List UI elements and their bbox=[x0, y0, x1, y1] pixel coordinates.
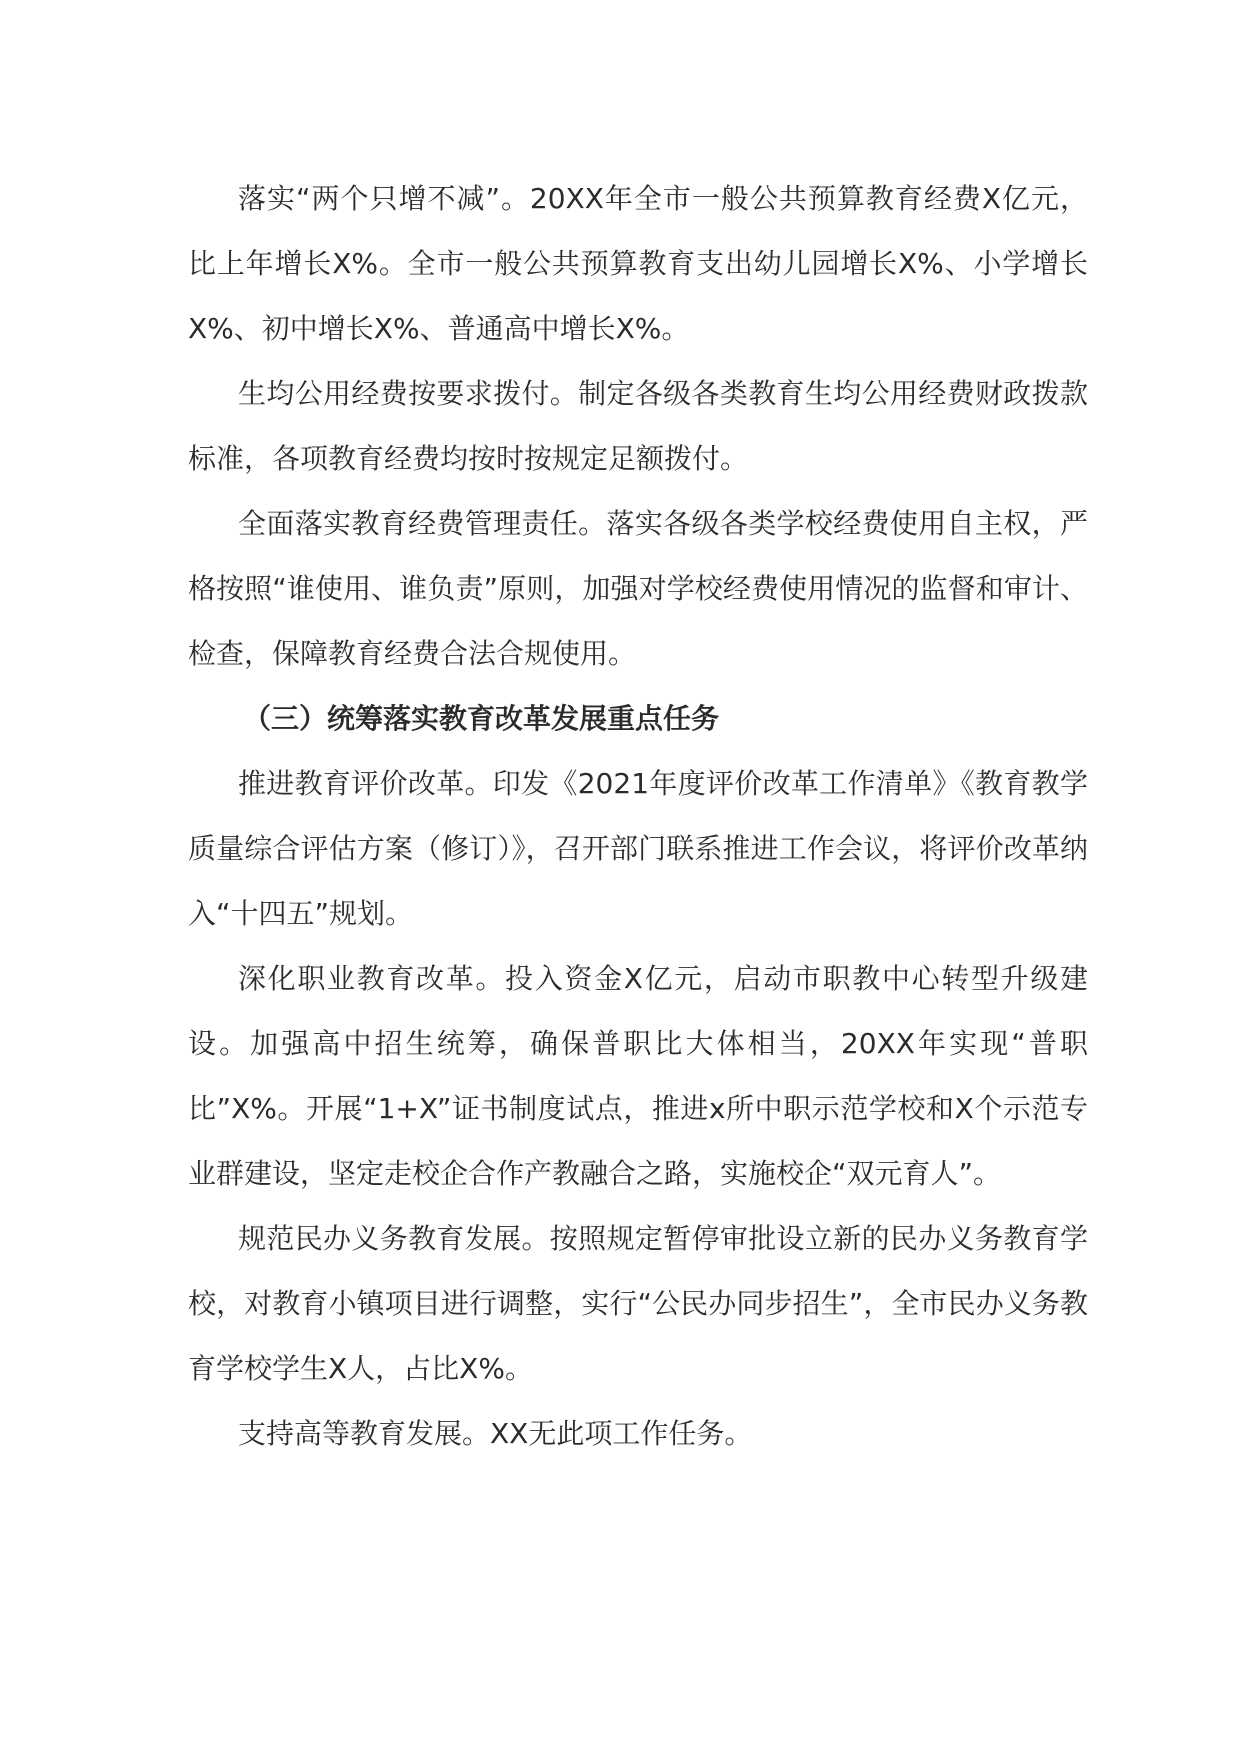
paragraph-funding-growth: 落实“两个只增不减”。20XX年全市一般公共预算教育经费X亿元，比上年增长X%。全市一般公共预算教育支出幼儿园增长X%、小学增长X%、初中增长X%、普通高中增长X%。 bbox=[188, 182, 1088, 345]
document-page bbox=[188, 166, 1088, 1466]
paragraph-higher-education: 支持高等教育发展。XX无此项工作任务。 bbox=[238, 1417, 753, 1450]
paragraph-evaluation-reform: 推进教育评价改革。印发《2021年度评价改革工作清单》《教育教学质量综合评估方案（修订）》，召开部门联系推进工作会议，将评价改革纳入“十四五”规划。 bbox=[188, 767, 1088, 930]
paragraph-vocational-reform: 深化职业教育改革。投入资金X亿元，启动市职教中心转型升级建设。加强高中招生统筹，确保普职比大体相当，20XX年实现“普职比”X%。开展“1+X”证书制度试点，推进x所中职示范学校和X个示范专业群建设，坚定走校企合作产教融合之路，实施校企“双元育人”。 bbox=[188, 962, 1088, 1190]
paragraph-per-student-funding: 生均公用经费按要求拨付。制定各级各类教育生均公用经费财政拨款标准，各项教育经费均按时按规定足额拨付。 bbox=[188, 377, 1088, 475]
paragraph-management-responsibility: 全面落实教育经费管理责任。落实各级各类学校经费使用自主权，严格按照“谁使用、谁负责”原则，加强对学校经费使用情况的监督和审计、检查，保障教育经费合法合规使用。 bbox=[188, 507, 1088, 670]
paragraph-private-education: 规范民办义务教育发展。按照规定暂停审批设立新的民办义务教育学校，对教育小镇项目进行调整，实行“公民办同步招生”，全市民办义务教育学校学生X人，占比X%。 bbox=[188, 1222, 1088, 1385]
section-heading: （三）统筹落实教育改革发展重点任务 bbox=[243, 702, 720, 735]
